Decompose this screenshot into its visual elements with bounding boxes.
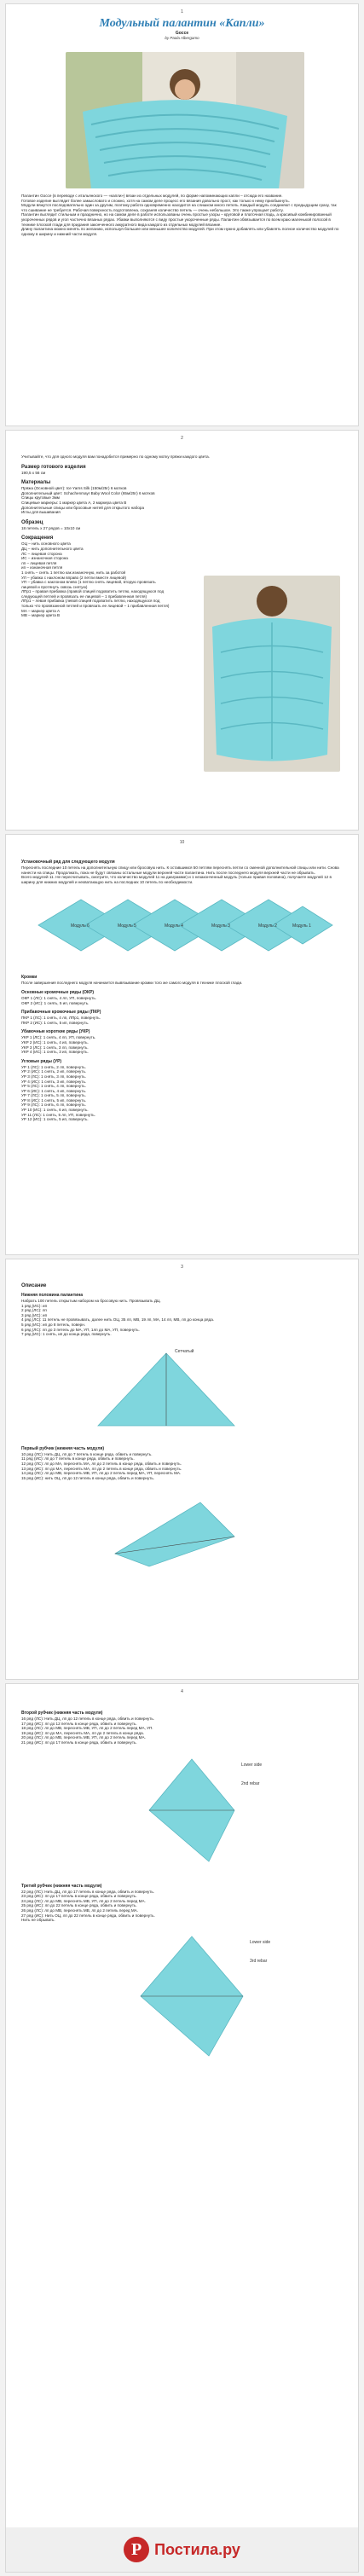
pattern-name: Gocce <box>175 31 189 36</box>
corner-rows-heading: Угловые ряды (УР) <box>21 1058 62 1064</box>
model-photo <box>66 52 304 188</box>
diagram-label: Lower side <box>241 1762 263 1768</box>
abbrev-item: ОЦ – нить основного цвета <box>21 541 71 547</box>
pattern-row: 2 ряд (ЛС): лп <box>21 1308 47 1313</box>
corner-row: УР 4 (ИС): 1 снять, 3 ип, повернуть. <box>21 1079 87 1084</box>
abbrev-item: 1 снять – снять 1 петлю как изнаночную, нить за работой <box>21 570 126 575</box>
diagram-label: 3rd rebar <box>250 1958 268 1964</box>
abbrev-item: УЛ – убавка с наклоном вправо (2 петли вместе лицевой) <box>21 575 126 580</box>
abbrev-item: ИС – изнаночная сторона <box>21 556 68 561</box>
pattern-row: 5 ряд (ИС): ип до 8 петель, поверн. <box>21 1322 86 1327</box>
corner-row: УР 2 (ИС): 1 снять, 2 ип, повернуть. <box>21 1069 87 1074</box>
corner-row: УР 1 (ЛС): 1 снять, 2 лп, повернуть. <box>21 1064 86 1069</box>
abbrev-item: ип – изнаночная петля <box>21 565 63 570</box>
base-row: ОКР 2 (ИС): 1 снять, 5 ип, повернуть. <box>21 1000 90 1005</box>
corner-row: УР 12 (ИС): 1 снять, 5 ип, повернуть. <box>21 1117 89 1122</box>
second-rib-row: 18 ряд (ЛС): лп до МВ, переснять МВ, УП, лп до 2 петель перед МА, УП. <box>21 1726 153 1731</box>
module-label: Модуль 1 <box>292 923 311 929</box>
material-item: Спицы круговые 3мм <box>21 495 60 501</box>
brand-logo[interactable]: P <box>124 2537 149 2562</box>
second-rib-row: 20 ряд (ЛС): лп до МВ, переснять МВ, УП, лп до 2 петель перед МА. <box>21 1735 146 1740</box>
diagram-label: Сетчатый <box>175 1348 194 1354</box>
set-row-text: Всего модулей 11. Не пересчитывать, смотрите, что количество модулей 11 на диаграмме) и 1 незаконченный модуль (только правая половина), получаете модулей 12 в ширину для нижних модулей и нехватающую нить на последних 10 петель по необходимости. <box>21 875 332 884</box>
first-rib-row: 15 ряд (ИС): нить ОЦ, лп до 12 петель в конце ряда, обвить и повернуть. <box>21 1475 155 1480</box>
model-back-photo <box>204 576 340 772</box>
base-row: ОКР 1 (ЛС): 1 снять, 4 лп, УП, повернуть. <box>21 995 97 1000</box>
lower-half-text: Набрать 100 петель открытым набором на бросовую нить. Провязывать ДЦ. <box>21 1299 161 1303</box>
second-rib-row: 21 ряд (ИС): лп до 17 петель в конце ряда, обвить и повернуть. <box>21 1740 137 1745</box>
second-rib-row: 17 ряд (ИС): лп до 12 петель в конце ряда, обвить и повернуть. <box>21 1721 137 1726</box>
abbrev-item: МВ – маркер цвета В <box>21 613 61 618</box>
module-label: Модуль 3 <box>211 923 230 929</box>
inc-rows-heading: Прибавочные кромочные ряды (ПКР) <box>21 1010 101 1016</box>
pattern-row: 6 ряд (ЛС): лп до 3 петель до МА, УП, 1лп до МА, УП, повернуть. <box>21 1327 140 1332</box>
page-4 <box>5 1259 359 1680</box>
third-rib-heading: Третий рубчик (нижняя часть модуля) <box>21 1883 102 1889</box>
abbrev-item: ЛПр1 – правая прибавка (правой спицей подхватить петлю, находящуюся под следующей петлей и провязать ее лицевой – 1 прибавленная петля) <box>21 589 165 599</box>
dec-rows-heading: Убавочные короткие ряды (УКР) <box>21 1029 90 1035</box>
abbrev-item: МА – маркер цвета А <box>21 608 61 613</box>
page-2 <box>5 430 359 831</box>
description-heading: Описание <box>21 1283 47 1288</box>
material-item: Иглы для вышивания <box>21 510 61 515</box>
dec-row: УКР 4 (ИС): 1 снять, 3 ип, повернуть. <box>21 1050 89 1055</box>
edge-text: После завершения последнего модуля начинается вывязывание кромки того же самого модуля в технике плоской глади. <box>21 981 243 986</box>
abbrev-item: ДЦ – нить дополнительного цвета <box>21 546 84 551</box>
abbrev-item: лп – лицевая петля <box>21 560 57 565</box>
first-rib-row: 13 ряд (ИС): лп до МА, переснять МА, лп до 2 петель в конце ряда, обвить и повернуть. <box>21 1466 182 1471</box>
site-footer[interactable] <box>6 2527 358 2572</box>
materials-heading: Материалы <box>21 480 51 486</box>
corner-row: УР 11 (ЛС): 1 снять, 5 лп, УП, повернуть. <box>21 1112 95 1117</box>
dec-row: УКР 3 (ЛС): 1 снять, 3 лп, повернуть. <box>21 1045 89 1050</box>
corner-row: УР 6 (ИС): 1 снять, 4 ип, повернуть. <box>21 1088 87 1093</box>
diagram-label: 2nd rebar <box>241 1780 260 1786</box>
pattern-author: by Paola Albergamo <box>165 36 199 40</box>
first-rib-row: 14 ряд (ЛС): лп до МВ, переснять МВ, УП, лп до 2 петель перед МА, УП, переснять МА. <box>21 1471 182 1476</box>
corner-row: УР 7 (ЛС): 1 снять, 5 лп, повернуть. <box>21 1093 86 1098</box>
intro-text: Учитывайте, что для одного модуля вам понадобится примерно по одному мотку пряжи каждого цвета. <box>21 454 210 459</box>
page-1 <box>5 3 359 426</box>
shawl-back-art <box>204 576 340 772</box>
intro-paragraph: Готовое изделие выглядит более замысловато и сложно, хотя на самом деле процесс его вязания довольно прост, как только к нему приобыкнуть. <box>21 198 290 203</box>
module-label: Модуль 2 <box>258 923 277 929</box>
first-rib-row: 10 ряд (ЛС): Нить ДЦ, лп до 7 петель в конце ряда, обвить и повернуть. <box>21 1451 153 1456</box>
size-heading: Размер готового изделия <box>21 464 86 470</box>
material-item: Пряжа (Основной цвет): Ice Yarns Silk (150м/25г) 6 мотков <box>21 486 127 491</box>
dec-row: УКР 2 (ИС): 1 снять, 4 ип, повернуть. <box>21 1039 89 1045</box>
corner-row: УР 3 (ЛС): 1 снять, 3 лп, повернуть. <box>21 1074 86 1079</box>
third-rib-row: 23 ряд (ИС): лп до 17 петель в конце ряда, обвить и повернуть. <box>21 1894 137 1899</box>
pattern-row: 7 ряд (ИС): 1 снять, ип до конца ряда, повернуть. <box>21 1332 112 1337</box>
third-rib-row: 22 ряд (ЛС): Нить ДЦ, лп до 17 петель в конце ряда, обвить и повернуть. <box>21 1889 155 1894</box>
dec-row: УКР 1 (ЛС): 1 снять, 4 лп, УП, повернуть. <box>21 1035 96 1040</box>
page-number: 2 <box>181 436 183 441</box>
material-item: Дополнительные спицы или бросовые нитей для открытого набора <box>21 505 145 510</box>
module-label: Модуль 6 <box>71 923 90 929</box>
page-number: 4 <box>181 1689 183 1694</box>
second-rib-row: 19 ряд (ИС): лп до МА, переснять МА, лп до 2 петель в конце ряда. <box>21 1730 144 1735</box>
gauge-heading: Образец <box>21 519 43 525</box>
third-rib-row: 27 ряд (ИС): Нить ОЦ, лп до 22 петель в конце ряда, обвить и повернуть. <box>21 1913 155 1918</box>
abbrev-item: УП – убавка с наклоном влево (1 петлю снять лицевой, вторую провязать лицевой и протянуть сквозь снятую) <box>21 580 156 589</box>
third-rib-row: Нить не обрывать. <box>21 1918 55 1923</box>
pattern-row: 1 ряд (ИС): ип <box>21 1303 48 1308</box>
intro-paragraph: Палантин Gocce (в переводе с итальянского — «капли») вязан из отдельных модулей, по форме напоминающих капли – отсюда его название. <box>21 194 283 198</box>
corner-row: УР 9 (ЛС): 1 снять, 6 лп, повернуть. <box>21 1103 86 1108</box>
page-number: 3 <box>181 1265 183 1270</box>
set-row-heading: Установочный ряд для следующего модуля <box>21 860 115 865</box>
first-rib-diagram <box>21 1485 345 1571</box>
first-rib-row: 12 ряд (ЛС): лп до МА, переснять МА, лп до 2 петель в конце ряда, обвить и повернуть. <box>21 1461 182 1466</box>
intro-paragraph: Палантин выглядит стильным и празднично, но на самом деле в работе использованы очень простые узоры – круговой и платочная гладь, а красивый комбинированный укороченных рядов и угол частично вязаных рядах. Убавки выполняются с виду простые укороченные ряды. Палантин обвязывается по всем краю маленькой полосой в технике плоской глади для придания законченного аккуратного вида каждого из отдельных модулей вязание. <box>21 212 332 227</box>
intro-paragraph: Длину палантина можно менять по желанию, используя большее или меньшее количество модулей. При этом нужно добавлять или убавлять полное количество модулей по одному в ширину и нижний части модуля. <box>21 227 339 236</box>
first-rib-heading: Первый рубчик (нижняя часть модуля) <box>21 1445 105 1451</box>
second-rib-heading: Второй рубчик (нижняя часть модуля) <box>21 1711 103 1716</box>
pattern-row: 3 ряд (ИС): ип <box>21 1312 48 1317</box>
module-label: Модуль 5 <box>118 923 136 929</box>
intro-paragraph: Модули вяжутся последовательно один за другим, поэтому работа одновременно находится на слишком много петель. Каждый модуль соединяют с предыдущим сразу, так что сшивание не требуется. Рабочая поверхность подготовлена, сохраняя количество петель — очень небольшое. Это также упрощает работу. <box>21 203 337 212</box>
third-rib-row: 25 ряд (ИС): лп до 22 петель в конце ряда, обвить и повернуть. <box>21 1903 137 1908</box>
third-rib-row: 26 ряд (ЛС): лп до МВ, переснять МВ, лп до 2 петель перед МА. <box>21 1907 139 1913</box>
set-row-text: Переснять последние 10 петель на дополнительную спицу или бросовую нить. К оставшимся 50 петлям переснять петли со сменной дополнительной спицы или нити. Снова нанести на спицы. Продолжать, пока не будут связаны остальные модули верхней части палантина. Нить после последнего модуля верхней части не обрывать. <box>21 865 339 875</box>
page-5 <box>5 1683 359 2573</box>
inc-row: ПКР 1 (ЛС): 1 снять, 4 лп, ЛПр1, повернуть. <box>21 1016 101 1021</box>
abbrev-item: ЛПр1 – левая прибавка (левой спицей подхватить петлю, находящуюся под только что провязанной петлей и провязать ее лицевой – 1 прибавленная петля) <box>21 599 170 609</box>
abbrev-heading: Сокращения <box>21 535 54 541</box>
first-rib-row: 11 ряд (ИС): лп до 7 петель в конце ряда, обвить и повернуть. <box>21 1456 135 1462</box>
second-rib-diagram <box>21 1751 345 1870</box>
corner-row: УР 10 (ИС): 1 снять, 6 ип, повернуть. <box>21 1108 89 1113</box>
edge-heading: Кромки <box>21 975 38 981</box>
abbrev-item: ЛС – лицевая сторона <box>21 551 62 556</box>
material-item: Спицевые маркеры: 1 маркер цвета А, 2 маркера цвета В <box>21 500 127 505</box>
second-rib-row: 16 ряд (ЛС): Нить ДЦ, лп до 12 петель в конце ряда, обвить и повернуть. <box>21 1716 155 1721</box>
corner-row: УР 8 (ИС): 1 снять, 5 ип, повернуть. <box>21 1097 87 1103</box>
page-number: 10 <box>179 840 185 845</box>
modules-diagram <box>21 889 345 961</box>
base-rows-heading: Основные кромочные ряды (ОКР) <box>21 989 95 995</box>
module-label: Модуль 4 <box>165 923 183 929</box>
inc-row: ПКР 2 (ИС): 1 снять, 5 ип, повернуть. <box>21 1020 90 1025</box>
third-rib-diagram <box>21 1928 345 2064</box>
module-start-diagram <box>21 1340 345 1434</box>
shawl-photo-art <box>66 52 304 188</box>
size-value: 190,5 x 56 см <box>21 470 46 475</box>
third-rib-row: 24 ряд (ЛС): лп до МВ, переснять МВ, УП, лп до 2 петель перед МА. <box>21 1898 146 1903</box>
material-item: Дополнительный цвет: Schachenmayr Baby Wool Color (65м/25г) 6 мотков <box>21 490 155 495</box>
corner-row: УР 5 (ЛС): 1 снять, 4 лп, повернуть. <box>21 1084 86 1089</box>
gauge-value: 18 петель x 27 рядов = 10x10 см <box>21 525 81 530</box>
lower-half-heading: Нижняя половина палантина <box>21 1293 84 1298</box>
pattern-row: 4 ряд (ЛС): 11 петель не провязывать, далее нить ОЦ, 35 лп, МВ, 19 лп, МА, 14 лп, МВ, лп до конца ряда. <box>21 1317 215 1323</box>
page-title: Модульный палантин «Капли» <box>99 17 265 30</box>
brand-name[interactable]: Постила.ру <box>154 2540 240 2558</box>
diagram-label: Lower side <box>250 1939 271 1945</box>
page-3 <box>5 834 359 1255</box>
page-number: 1 <box>181 9 183 14</box>
